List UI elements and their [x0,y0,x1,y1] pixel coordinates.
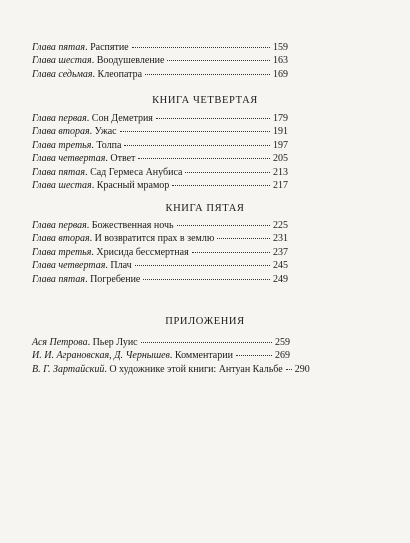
section-heading-book4: КНИГА ЧЕТВЕРТАЯ [152,95,258,106]
chapter-title: Ужас [94,126,117,138]
chapter-label: Глава пятая [32,166,86,178]
page-number: 245 [273,260,288,272]
chapter-title: Хрисида бессмертная [96,246,189,258]
page-number: 231 [273,233,288,245]
chapter-title: Распятие [90,42,129,53]
toc-entry: Глава пятая. Погребение 249 [32,273,288,285]
toc-entry: Глава четвертая. Ответ 205 [32,153,288,165]
toc-entry: Ася Петрова. Пьер Луис 259 [32,337,290,348]
dot-leader [172,185,270,186]
chapter-label: Глава вторая [32,233,90,245]
chapter-title: Сад Гермеса Анубиса [90,166,183,178]
page-number: 237 [273,246,288,258]
toc-entry: Глава первая. Сон Деметрия 179 [32,113,288,124]
dot-leader [185,172,270,173]
page-number: 217 [273,179,288,191]
dot-leader [141,342,272,343]
page-number: 179 [273,113,288,124]
page-number: 159 [273,42,288,53]
page-number: 290 [294,363,310,375]
chapter-label: Глава третья [32,139,92,151]
page-number: 197 [273,139,288,151]
dot-leader [236,355,272,356]
toc-entry: Глава вторая. Ужас 191 [32,126,288,138]
chapter-label: Глава седьмая [32,68,93,80]
dot-leader [167,60,270,61]
toc-entry: Глава седьмая. Клеопатра 169 [32,68,288,80]
chapter-title: Воодушевление [96,55,165,67]
page-number: 259 [275,337,290,348]
dot-leader [286,369,292,370]
dot-leader [192,252,270,253]
toc-entry: Глава вторая. И возвратится прах в землю 231 [32,233,288,245]
page-number: 169 [273,68,288,80]
toc-group-book5 [32,219,288,286]
chapter-label: Глава третья [32,246,92,258]
page-number: 249 [273,273,288,285]
toc-group-appendix [32,336,310,376]
page-number: 191 [273,126,288,138]
dot-leader [138,158,270,159]
dot-leader [135,265,270,266]
toc-entry: Глава шестая. Красный мрамор 217 [32,179,288,191]
chapter-label: Глава четвертая [32,153,106,165]
toc-entry: Глава шестая. Воодушевление 163 [32,55,288,67]
section-heading-book5: КНИГА ПЯТАЯ [165,203,245,214]
chapter-title: Ответ [110,153,136,165]
page-number: 205 [273,153,288,165]
chapter-title: Погребение [90,273,141,285]
toc-entry: Глава пятая. Распятие 159 [32,42,288,53]
chapter-title: Плач [110,260,132,272]
chapter-title: Божественная ночь [91,220,174,231]
toc-entry: В. Г. Зартайский. О художнике этой книги: Антуан Кальбе 290 [32,363,310,375]
article-title: Пьер Луис [92,337,138,348]
dot-leader [177,225,270,226]
chapter-label: Глава пятая [32,42,86,53]
chapter-label: Глава шестая [32,179,92,191]
dot-leader [124,145,270,146]
section-heading-appendix: ПРИЛОЖЕНИЯ [165,316,245,327]
article-title: Комментарии [174,350,233,362]
dot-leader [132,47,270,48]
chapter-title: Толпа [96,139,122,151]
chapter-label: Глава вторая [32,126,90,138]
chapter-label: Глава шестая [32,55,92,67]
dot-leader [120,131,270,132]
dot-leader [156,118,270,119]
chapter-title: Клеопатра [97,68,143,80]
page-number: 225 [273,220,288,231]
toc-entry: Глава пятая. Сад Гермеса Анубиса 213 [32,166,288,178]
author-label: И. И. Аграновская, Д. Чернышев [32,350,170,362]
chapter-title: Сон Деметрия [91,113,153,124]
author-label: Ася Петрова [32,337,88,348]
dot-leader [145,74,270,75]
chapter-label: Глава четвертая [32,260,106,272]
chapter-label: Глава первая [32,113,87,124]
toc-entry: Глава первая. Божественная ночь 225 [32,220,288,231]
chapter-label: Глава пятая [32,273,86,285]
toc-group-book4 [32,112,288,192]
toc-entry: Глава четвертая. Плач 245 [32,260,288,272]
chapter-title: Красный мрамор [96,179,170,191]
article-title: О художнике этой книги: Антуан Кальбе [109,363,283,375]
dot-leader [143,279,270,280]
author-label: В. Г. Зартайский [32,363,105,375]
chapter-label: Глава первая [32,220,87,231]
page-number: 269 [275,350,290,362]
toc-entry: Глава третья. Хрисида бессмертная 237 [32,246,288,258]
dot-leader [217,238,270,239]
toc-group-part3 [32,41,288,81]
page-number: 213 [273,166,288,178]
toc-entry: Глава третья. Толпа 197 [32,139,288,151]
toc-entry: И. И. Аграновская, Д. Чернышев. Комментарии 269 [32,350,290,362]
page-number: 163 [273,55,288,67]
chapter-title: И возвратится прах в землю [94,233,215,245]
